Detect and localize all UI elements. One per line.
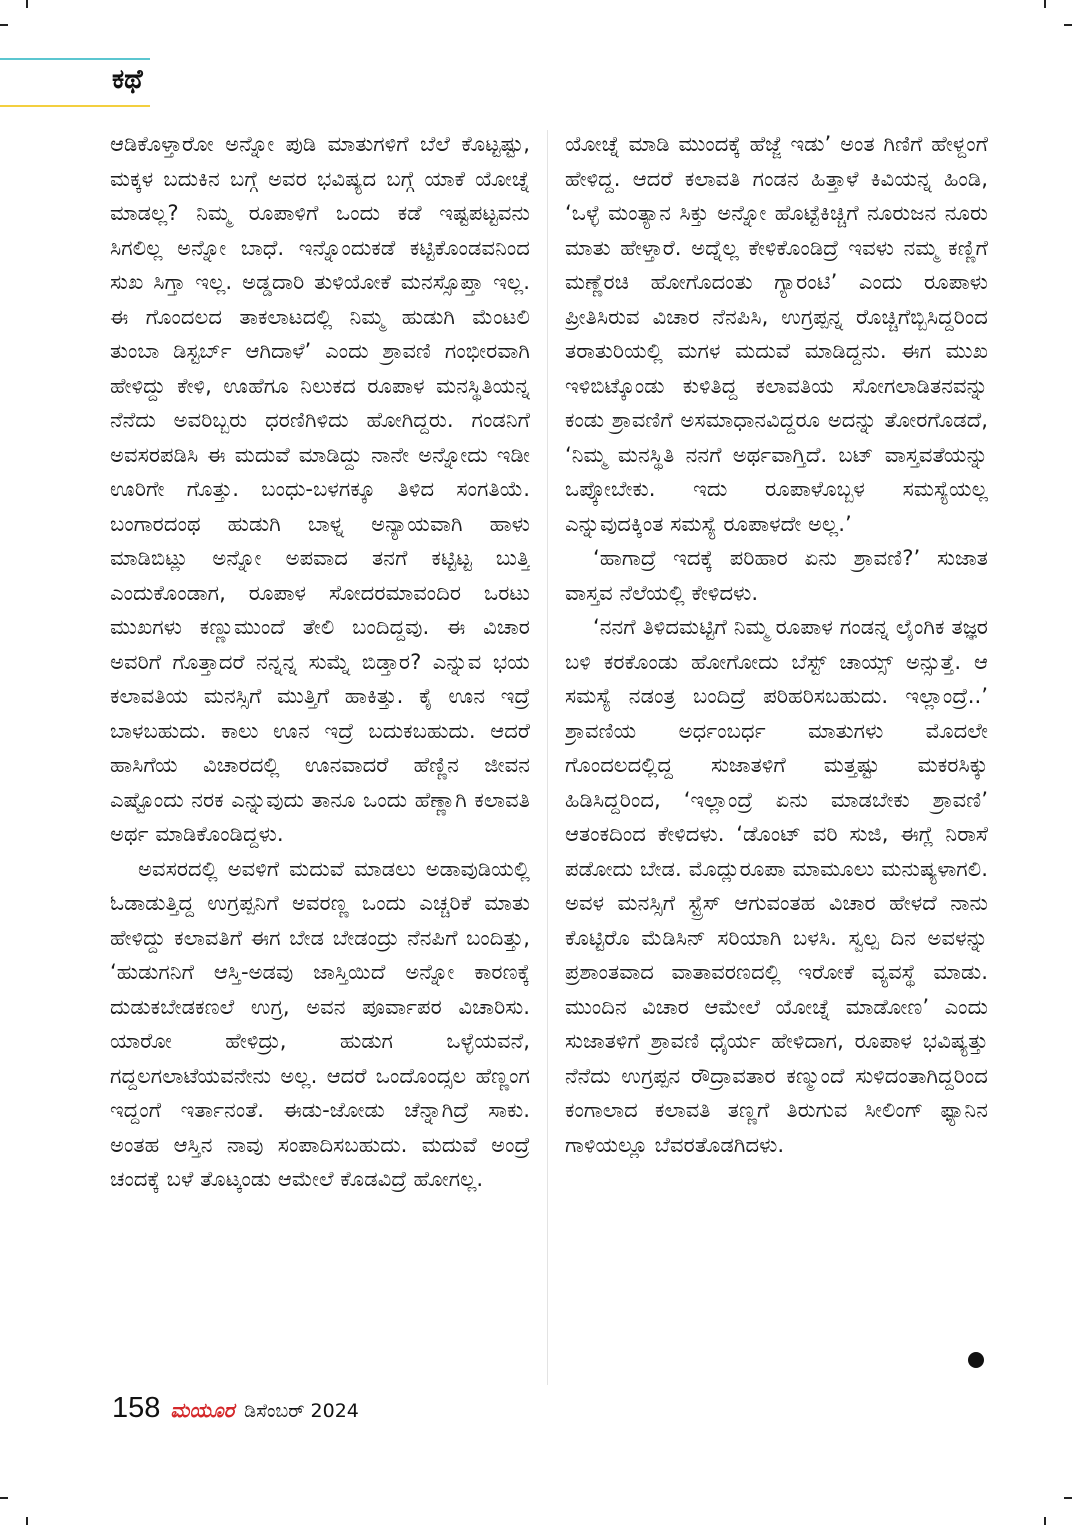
crop-mark	[1044, 1517, 1046, 1525]
crop-mark	[26, 1517, 28, 1525]
end-of-story-bullet-icon	[968, 1352, 984, 1368]
article-column-right	[565, 127, 988, 1347]
section-rule-top	[0, 58, 150, 60]
issue-date: ಡಿಸೆಂಬರ್ 2024	[244, 1400, 359, 1422]
section-title: ಕಥೆ	[112, 64, 143, 95]
crop-mark	[1064, 1497, 1072, 1499]
paragraph: ‘ಹಾಗಾದ್ರೆ ಇದಕ್ಕೆ ಪರಿಹಾರ ಏನು ಶ್ರಾವಣಿ?’ ಸುಜಾತ ವಾಸ್ತವ ನೆಲೆಯಲ್ಲಿ ಕೇಳಿದಳು.	[565, 545, 988, 605]
section-rule-bottom	[0, 105, 150, 107]
page-number: 158	[112, 1392, 161, 1424]
crop-mark	[1044, 0, 1046, 8]
paragraph: ಆಡಿಕೊಳ್ತಾರೋ ಅನ್ನೋ ಪುಡಿ ಮಾತುಗಳಿಗೆ ಬೆಲೆ ಕೊಟ್ಟಷ್ಟು, ಮಕ್ಕಳ ಬದುಕಿನ ಬಗ್ಗೆ ಅವರ ಭವಿಷ್ಯದ ಬಗ್ಗೆ ಯಾಕೆ ಯೋಚ್ನೆ ಮಾಡಲ್ಲ? ನಿಮ್ಮ ರೂಪಾಳಿಗೆ ಒಂದು ಕಡೆ ಇಷ್ಟಪಟ್ಟವನು ಸಿಗಲಿಲ್ಲ ಅನ್ನೋ ಬಾಧೆ. ಇನ್ನೊಂದುಕಡೆ ಕಟ್ಟಿಕೊಂಡವನಿಂದ ಸುಖ ಸಿಗ್ತಾ ಇಲ್ಲ. ಅಡ್ಡದಾರಿ ತುಳಿಯೋಕೆ ಮನಸ್ಸೊಪ್ತಾ ಇಲ್ಲ. ಈ ಗೊಂದಲದ ತಾಕಲಾಟದಲ್ಲಿ ನಿಮ್ಮ ಹುಡುಗಿ ಮೆಂಟಲಿ ತುಂಬಾ ಡಿಸ್ಟರ್ಬ್ ಆಗಿದಾಳೆ’ ಎಂದು ಶ್ರಾವಣಿ ಗಂಭೀರವಾಗಿ ಹೇಳಿದ್ದು ಕೇಳಿ, ಊಹೆಗೂ ನಿಲುಕದ ರೂಪಾಳ ಮನಸ್ಥಿತಿಯನ್ನ ನೆನೆದು ಅವರಿಬ್ಬರು ಧರಣಿಗಿಳಿದು ಹೋಗಿದ್ದರು. ಗಂಡನಿಗೆ ಅವಸರಪಡಿಸಿ ಈ ಮದುವೆ ಮಾಡಿದ್ದು ನಾನೇ ಅನ್ನೋದು ಇಡೀ ಊರಿಗೇ ಗೊತ್ತು. ಬಂಧು-ಬಳಗಕ್ಕೂ ತಿಳಿದ ಸಂಗತಿಯೆ. ಬಂಗಾರದಂಥ ಹುಡುಗಿ ಬಾಳ್ನ ಅನ್ಯಾಯವಾಗಿ ಹಾಳು ಮಾಡಿಬಿಟ್ಲು ಅನ್ನೋ ಅಪವಾದ ತನಗೆ ಕಟ್ಟಿಟ್ಟ ಬುತ್ತಿ ಎಂದುಕೊಂಡಾಗ, ರೂಪಾಳ ಸೋದರಮಾವಂದಿರ ಒರಟು ಮುಖಗಳು ಕಣ್ಣುಮುಂದೆ ತೇಲಿ ಬಂದಿದ್ದವು. ಈ ವಿಚಾರ ಅವರಿಗೆ ಗೊತ್ತಾದರೆ ನನ್ನನ್ನ ಸುಮ್ನೆ ಬಿಡ್ತಾರ? ಎನ್ನುವ ಭಯ ಕಲಾವತಿಯ ಮನಸ್ಸಿಗೆ ಮುತ್ತಿಗೆ ಹಾಕಿತ್ತು. ಕೈ ಊನ ಇದ್ರೆ ಬಾಳಬಹುದು. ಕಾಲು ಊನ ಇದ್ರೆ ಬದುಕಬಹುದು. ಆದರೆ ಹಾಸಿಗೆಯ ವಿಚಾರದಲ್ಲಿ ಊನವಾದರೆ ಹೆಣ್ಣಿನ ಜೀವನ ಎಷ್ಟೊಂದು ನರಕ ಎನ್ನುವುದು ತಾನೂ ಒಂದು ಹೆಣ್ಣಾಗಿ ಕಲಾವತಿ ಅರ್ಥ ಮಾಡಿಕೊಂಡಿದ್ದಳು.	[110, 131, 530, 846]
crop-mark	[0, 1497, 8, 1499]
paragraph: ‘ನನಗೆ ತಿಳಿದಮಟ್ಟಿಗೆ ನಿಮ್ಮ ರೂಪಾಳ ಗಂಡನ್ನ ಲೈಂಗಿಕ ತಜ್ಞರ ಬಳಿ ಕರಕೊಂಡು ಹೋಗೋದು ಬೆಸ್ಟ್ ಚಾಯ್ಸ್ ಅನ್ಸುತ್ತೆ. ಆ ಸಮಸ್ಯೆ ನಡಂತ್ರ ಬಂದಿದ್ರೆ ಪರಿಹರಿಸಬಹುದು. ಇಲ್ಲಾಂದ್ರೆ..’ ಶ್ರಾವಣಿಯ ಅರ್ಧಂಬರ್ಧ ಮಾತುಗಳು ಮೊದಲೇ ಗೊಂದಲದಲ್ಲಿದ್ದ ಸುಜಾತಳಿಗೆ ಮತ್ತಷ್ಟು ಮಕರಸಿಕ್ಕು ಹಿಡಿಸಿದ್ದರಿಂದ, ‘ಇಲ್ಲಾಂದ್ರೆ ಏನು ಮಾಡಬೇಕು ಶ್ರಾವಣಿ’ ಆತಂಕದಿಂದ ಕೇಳಿದಳು. ‘ಡೊಂಟ್ ವರಿ ಸುಜಿ, ಈಗ್ಲೆ ನಿರಾಸೆ ಪಡೋದು ಬೇಡ. ಮೊದ್ಲುರೂಪಾ ಮಾಮೂಲು ಮನುಷ್ಯಳಾಗಲಿ. ಅವಳ ಮನಸ್ಸಿಗೆ ಸ್ಟ್ರೆಸ್ ಆಗುವಂತಹ ವಿಚಾರ ಹೇಳದೆ ನಾನು ಕೊಟ್ಟಿರೊ ಮೆಡಿಸಿನ್ ಸರಿಯಾಗಿ ಬಳಸಿ. ಸ್ವಲ್ಪ ದಿನ ಅವಳನ್ನು ಪ್ರಶಾಂತವಾದ ವಾತಾವರಣದಲ್ಲಿ ಇರೋಕೆ ವ್ಯವಸ್ಥೆ ಮಾಡು. ಮುಂದಿನ ವಿಚಾರ ಆಮೇಲೆ ಯೋಚ್ನೆ ಮಾಡೋಣ’ ಎಂದು ಸುಜಾತಳಿಗೆ ಶ್ರಾವಣಿ ಧೈರ್ಯ ಹೇಳಿದಾಗ, ರೂಪಾಳ ಭವಿಷ್ಯತ್ತು ನೆನೆದು ಉಗ್ರಪ್ಪನ ರೌದ್ರಾವತಾರ ಕಣ್ಮುಂದೆ ಸುಳಿದಂತಾಗಿದ್ದರಿಂದ ಕಂಗಾಲಾದ ಕಲಾವತಿ ತಣ್ಣಗೆ ತಿರುಗುವ ಸೀಲಿಂಗ್ ಫ್ಯಾನಿನ ಗಾಳಿಯಲ್ಲೂ ಬೆವರತೊಡಗಿದಳು.	[565, 614, 988, 1157]
article-column-left	[110, 127, 530, 1387]
paragraph: ಯೋಚ್ನೆ ಮಾಡಿ ಮುಂದಕ್ಕೆ ಹೆಜ್ಜೆ ಇಡು’ ಅಂತ ಗಿಣಿಗೆ ಹೇಳ್ದಂಗೆ ಹೇಳಿದ್ದ. ಆದರೆ ಕಲಾವತಿ ಗಂಡನ ಹಿತ್ತಾಳೆ ಕಿವಿಯನ್ನ ಹಿಂಡಿ, ‘ಒಳ್ಳೆ ಮಂತ್ಯಾನ ಸಿಕ್ತು ಅನ್ನೋ ಹೊಟ್ಟೆಕಿಚ್ಚಿಗೆ ನೂರುಜನ ನೂರು ಮಾತು ಹೇಳ್ತಾರೆ. ಅದ್ನೆಲ್ಲ ಕೇಳಿಕೊಂಡಿದ್ರೆ ಇವಳು ನಮ್ಮ ಕಣ್ಣಿಗೆ ಮಣ್ಣೆರಚಿ ಹೋಗೊದಂತು ಗ್ಯಾರಂಟಿ’ ಎಂದು ರೂಪಾಳು ಪ್ರೀತಿಸಿರುವ ವಿಚಾರ ನೆನಪಿಸಿ, ಉಗ್ರಪ್ಪನ್ನ ರೊಚ್ಚಿಗೆಬ್ಬಿಸಿದ್ದರಿಂದ ತರಾತುರಿಯಲ್ಲಿ ಮಗಳ ಮದುವೆ ಮಾಡಿದ್ದನು. ಈಗ ಮುಖ ಇಳಿಬಿಟ್ಕೊಂಡು ಕುಳಿತಿದ್ದ ಕಲಾವತಿಯ ಸೋಗಲಾಡಿತನವನ್ನು ಕಂಡು ಶ್ರಾವಣಿಗೆ ಅಸಮಾಧಾನವಿದ್ದರೂ ಅದನ್ನು ತೋರಗೊಡದೆ, ‘ನಿಮ್ಮ ಮನಸ್ಥಿತಿ ನನಗೆ ಅರ್ಥವಾಗ್ತಿದೆ. ಬಟ್ ವಾಸ್ತವತೆಯನ್ನು ಒಪ್ಕೋಬೇಕು. ಇದು ರೂಪಾಳೊಬ್ಬಳ ಸಮಸ್ಯೆಯಲ್ಲ ಎನ್ನುವುದಕ್ಕಿಂತ ಸಮಸ್ಯೆ ರೂಪಾಳದೇ ಅಲ್ಲ.’	[565, 131, 988, 536]
paragraph: ಅವಸರದಲ್ಲಿ ಅವಳಿಗೆ ಮದುವೆ ಮಾಡಲು ಅಡಾವುಡಿಯಲ್ಲಿ ಓಡಾಡುತ್ತಿದ್ದ ಉಗ್ರಪ್ಪನಿಗೆ ಅವರಣ್ಣ ಒಂದು ಎಚ್ಚರಿಕೆ ಮಾತು ಹೇಳಿದ್ದು ಕಲಾವತಿಗೆ ಈಗ ಬೇಡ ಬೇಡಂದ್ರು ನೆನಪಿಗೆ ಬಂದಿತ್ತು, ‘ಹುಡುಗನಿಗೆ ಆಸ್ತಿ-ಅಡವು ಜಾಸ್ತಿಯಿದೆ ಅನ್ನೋ ಕಾರಣಕ್ಕೆ ದುಡುಕಬೇಡಕಣಲೆ ಉಗ್ರ, ಅವನ ಪೂರ್ವಾಪರ ವಿಚಾರಿಸು. ಯಾರೋ ಹೇಳಿದ್ರು, ಹುಡುಗ ಒಳ್ಳೆಯವನೆ, ಗದ್ದಲಗಲಾಟೆಯವನೇನು ಅಲ್ಲ. ಆದರೆ ಒಂದೊಂದ್ಸಲ ಹೆಣ್ಣಂಗ ಇದ್ದಂಗೆ ಇರ್ತಾನಂತೆ. ಈಡು-ಜೋಡು ಚೆನ್ನಾಗಿದ್ರೆ ಸಾಕು. ಅಂತಹ ಆಸ್ತಿನ ನಾವು ಸಂಪಾದಿಸಬಹುದು. ಮದುವೆ ಅಂದ್ರೆ ಚಂದಕ್ಕೆ ಬಳೆ ತೊಟ್ಕಂಡು ಆಮೇಲೆ ಕೊಡವಿದ್ರೆ ಹೋಗಲ್ಲ.	[110, 855, 530, 1191]
crop-mark	[0, 24, 8, 26]
magazine-logo: ಮಯೂರ	[170, 1398, 235, 1422]
page-footer	[112, 1392, 359, 1425]
crop-mark	[1064, 24, 1072, 26]
column-divider	[547, 130, 548, 1385]
crop-mark	[26, 0, 28, 8]
